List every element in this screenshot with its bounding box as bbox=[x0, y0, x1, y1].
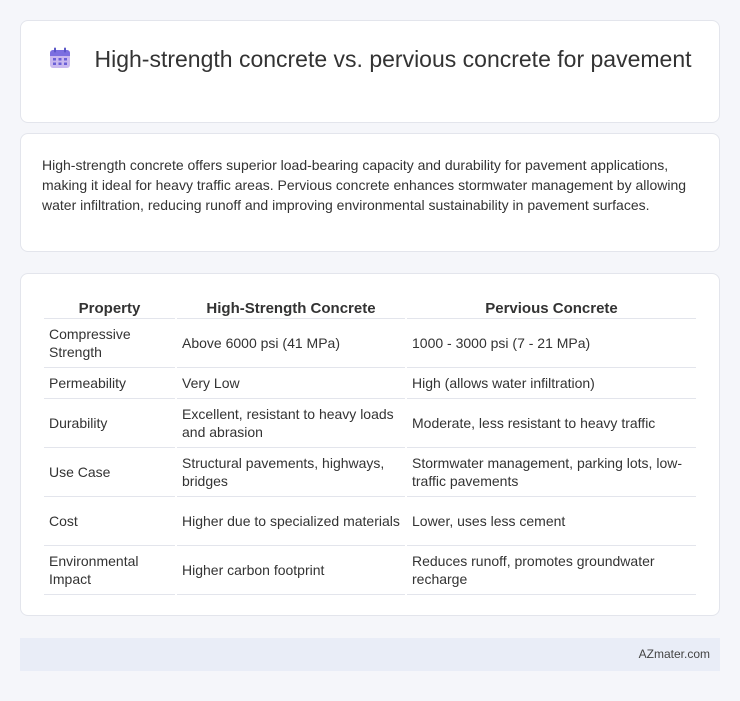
table-cell: Moderate, less resistant to heavy traffic bbox=[407, 399, 696, 448]
comparison-card bbox=[20, 273, 720, 616]
table-cell: Environmental Impact bbox=[44, 546, 175, 595]
page-title bbox=[21, 45, 719, 74]
table-cell: Higher carbon footprint bbox=[177, 546, 405, 595]
table-cell: Durability bbox=[44, 399, 175, 448]
table-header-row bbox=[44, 296, 696, 319]
footer-bar bbox=[20, 638, 720, 671]
table-cell: Permeability bbox=[44, 368, 175, 399]
column-header: High-Strength Concrete bbox=[177, 296, 405, 319]
table-cell: Very Low bbox=[177, 368, 405, 399]
table-cell: High (allows water infiltration) bbox=[407, 368, 696, 399]
table-cell: Cost bbox=[44, 497, 175, 546]
table-cell: Compressive Strength bbox=[44, 319, 175, 368]
calendar-icon bbox=[48, 47, 72, 69]
summary-paragraph: High-strength concrete offers superior load-bearing capacity and durability for pavement applications, making it ideal for heavy traffic areas. Pervious concrete enhances stormwater management by allowing water infiltration, reducing runoff and improving environmental sustainability in pavement surfaces. bbox=[42, 157, 687, 213]
table-row bbox=[44, 546, 696, 595]
table-cell: Reduces runoff, promotes groundwater recharge bbox=[407, 546, 696, 595]
table-cell: Use Case bbox=[44, 448, 175, 497]
column-header: Pervious Concrete bbox=[407, 296, 696, 319]
table-row bbox=[44, 448, 696, 497]
table-cell: Lower, uses less cement bbox=[407, 497, 696, 546]
comparison-table bbox=[42, 296, 698, 595]
summary-card bbox=[20, 133, 720, 252]
table-row bbox=[44, 368, 696, 399]
table-row bbox=[44, 319, 696, 368]
table-cell: Above 6000 psi (41 MPa) bbox=[177, 319, 405, 368]
table-cell: Stormwater management, parking lots, low-traffic pavements bbox=[407, 448, 696, 497]
table-row bbox=[44, 399, 696, 448]
table-cell: Excellent, resistant to heavy loads and abrasion bbox=[177, 399, 405, 448]
footer-site-link[interactable]: AZmater.com bbox=[638, 647, 710, 661]
title-card bbox=[20, 20, 720, 123]
table-cell: 1000 - 3000 psi (7 - 21 MPa) bbox=[407, 319, 696, 368]
table-cell: Structural pavements, highways, bridges bbox=[177, 448, 405, 497]
column-header: Property bbox=[44, 296, 175, 319]
table-row bbox=[44, 497, 696, 546]
page-title-text: High-strength concrete vs. pervious concrete for pavement bbox=[94, 46, 692, 72]
table-cell: Higher due to specialized materials bbox=[177, 497, 405, 546]
